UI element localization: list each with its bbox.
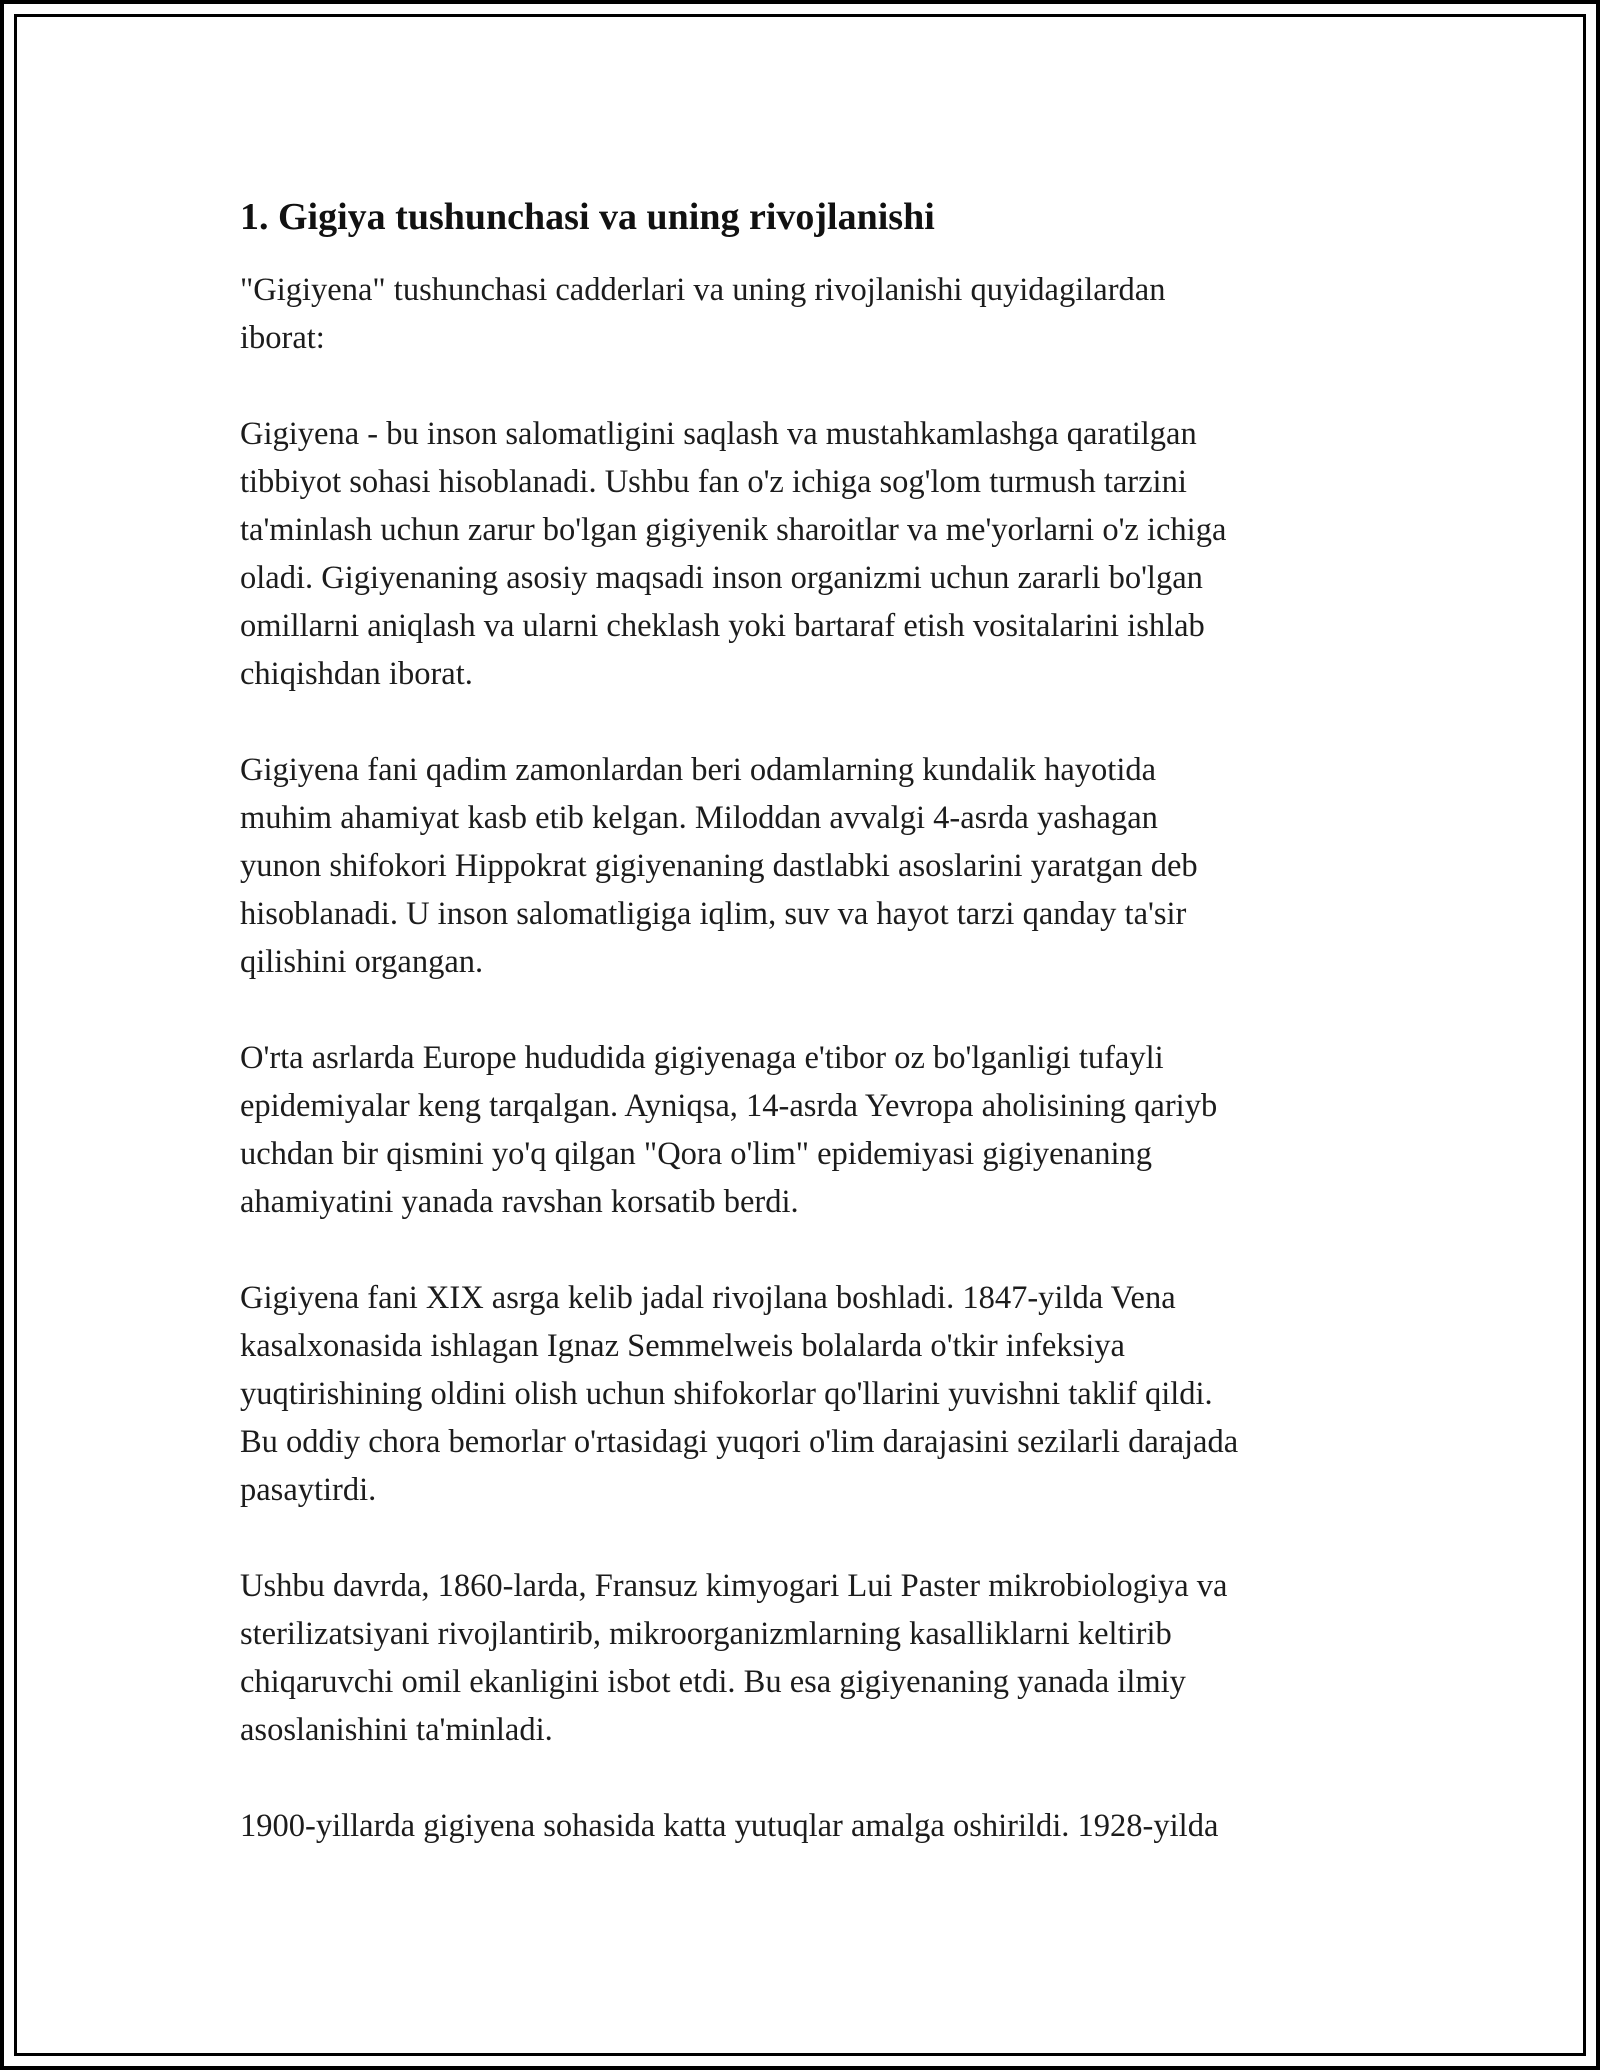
paragraph-ancient-history: Gigiyena fani qadim zamonlardan beri odamlarning kundalik hayotida muhim ahamiyat kasb etib kelgan. Miloddan avvalgi 4-asrda yashagan yunon shifokori Hippokrat gigiyenaning dastlabki asoslarini yaratgan deb hisoblanadi. U inson salomatligiga iqlim, suv va hayot tarzi qanday ta'sir qilishini organgan. <box>240 752 1198 980</box>
paragraph-definition: Gigiyena - bu inson salomatligini saqlash va mustahkamlashga qaratilgan tibbiyot sohasi hisoblanadi. Ushbu fan o'z ichiga sog'lom turmush tarzini ta'minlash uchun zarur bo'lgan gigiyenik sharoitlar va me'yorlarni o'z ichiga oladi. Gigiyenaning asosiy maqsadi inson organizmi uchun zararli bo'lgan omillarni aniqlash va ularni cheklash yoki bartaraf etish vositalarini ishlab chiqishdan iborat. <box>240 416 1227 692</box>
paragraph-nineteenth-century: Gigiyena fani XIX asrga kelib jadal rivojlana boshladi. 1847-yilda Vena kasalxonasida ishlagan Ignaz Semmelweis bolalarda o'tkir infeksiya yuqtirishining oldini olish uchun shifokorlar qo'llarini yuvishni taklif qildi. Bu oddiy chora bemorlar o'rtasidagi yuqori o'lim darajasini sezilarli darajada pasaytirdi. <box>240 1280 1239 1508</box>
paragraph-pasteur: Ushbu davrda, 1860-larda, Fransuz kimyogari Lui Paster mikrobiologiya va sterilizatsiyani rivojlantirib, mikroorganizmlarning kasalliklarni keltirib chiqaruvchi omil ekanligini isbot etdi. Bu esa gigiyenaning yanada ilmiy asoslanishini ta'minladi. <box>240 1568 1228 1748</box>
paragraph-intro: "Gigiyena" tushunchasi cadderlari va uning rivojlanishi quyidagilardan iborat: <box>240 272 1166 356</box>
document-body <box>240 190 1380 1850</box>
paragraph-twentieth-century: 1900-yillarda gigiyena sohasida katta yutuqlar amalga oshirildi. 1928-yilda <box>240 1808 1219 1844</box>
document-title: 1. Gigiya tushunchasi va uning rivojlanishi <box>240 196 935 238</box>
paragraph-middle-ages: O'rta asrlarda Europe hududida gigiyenaga e'tibor oz bo'lganligi tufayli epidemiyalar keng tarqalgan. Ayniqsa, 14-asrda Yevropa aholisining qariyb uchdan bir qismini yo'q qilgan "Qora o'lim" epidemiyasi gigiyenaning ahamiyatini yanada ravshan korsatib berdi. <box>240 1040 1218 1220</box>
